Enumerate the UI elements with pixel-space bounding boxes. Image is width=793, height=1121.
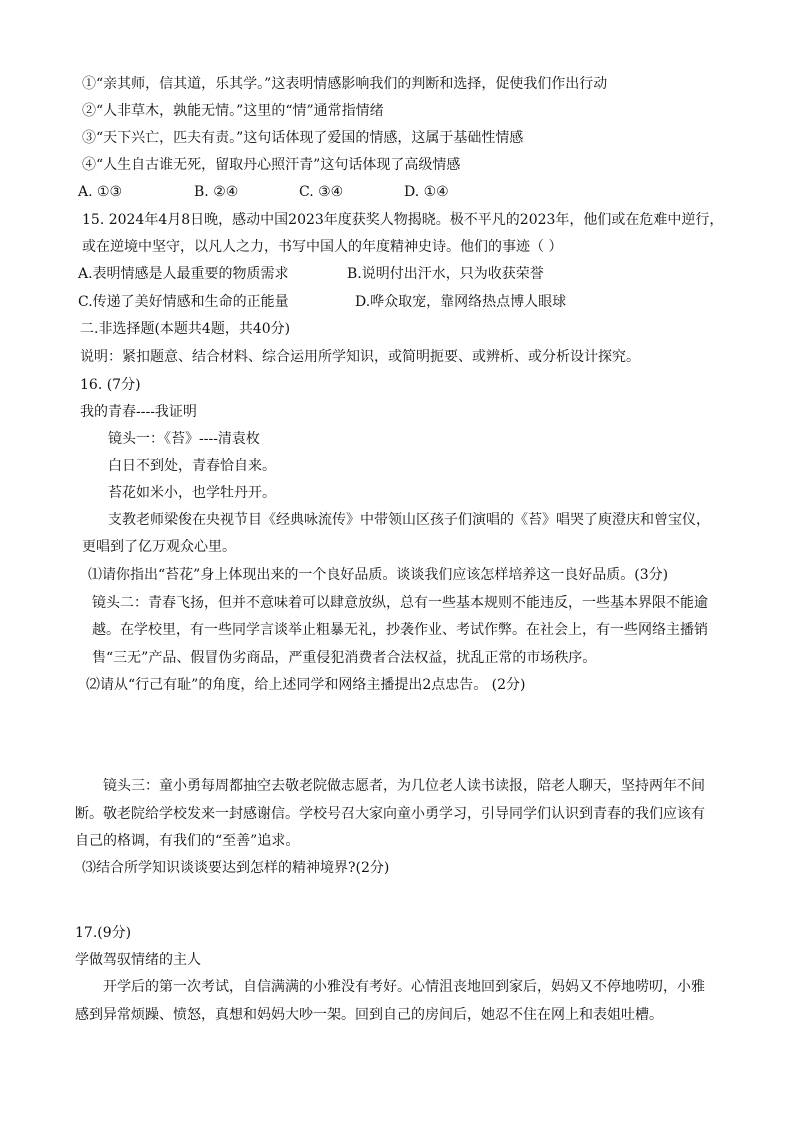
q17-paragraph-line-2: 感到异常烦躁、愤怒，真想和妈妈大吵一架。回到自己的房间后，她忍不住在网上和表姐吐槽。 [75, 1007, 663, 1023]
q16-poem-line-2: 苔花如米小，也学牡丹开。 [108, 485, 276, 501]
q16-shot2-line-1: 镜头二：青春飞扬，但并不意味着可以肆意放纵，总有一些基本规则不能违反，一些基本界限不能逾 [92, 595, 708, 611]
q14-option-c: C. ③④ [299, 184, 344, 200]
q16-shot1-label: 镜头一：《苔》----清袁枚 [108, 431, 260, 447]
q15-option-b: B.说明付出汗水，只为收获荣誉 [347, 266, 544, 282]
q16-shot3-line-1: 镜头三：童小勇每周都抽空去敬老院做志愿者，为几位老人读书读报，陪老人聊天，坚持两年不间 [103, 778, 705, 794]
q16-shot1-text-line-2: 更唱到了亿万观众心里。 [82, 539, 236, 555]
q16-title: 我的青春----我证明 [80, 404, 197, 420]
section-2-heading: 二.非选择题(本题共4题，共40分) [80, 321, 291, 337]
q17-paragraph-line-1: 开学后的第一次考试，自信满满的小雅没有考好。心情沮丧地回到家后，妈妈又不停地唠叨，小雅 [103, 979, 705, 995]
q14-statement-3: ③“天下兴亡，匹夫有责。”这句话体现了爱国的情感，这属于基础性情感 [82, 130, 524, 146]
q14-statement-4: ④“人生自古谁无死，留取丹心照汗青”这句话体现了高级情感 [82, 157, 461, 173]
q16-subquestion-3: ⑶结合所学知识谈谈要达到怎样的精神境界?(2分) [82, 860, 390, 876]
q14-option-b: B. ②④ [194, 184, 239, 200]
q15-option-a: A.表明情感是人最重要的物质需求 [78, 266, 289, 282]
q17-title: 学做驾驭情绪的主人 [75, 952, 201, 968]
q16-subquestion-2: ⑵请从“行己有耻”的角度，给上述同学和网络主播提出2点忠告。 (2分) [86, 677, 526, 693]
q16-shot2-line-3: 售“三无”产品、假冒伪劣商品，严重侵犯消费者合法权益，扰乱正常的市场秩序。 [92, 650, 597, 666]
q15-stem-line-1: 15. 2024年4月8日晚，感动中国2023年度获奖人物揭晓。极不平凡的2023年，他们或在危难中逆行， [82, 212, 724, 228]
q16-shot2-line-2: 越。在学校里，有一些同学言谈举止粗暴无礼，抄袭作业、考试作弊。在社会上，有一些网络主播销 [92, 622, 708, 638]
q15-option-d: D.哗众取宠，靠网络热点博人眼球 [355, 294, 567, 310]
q16-shot3-line-2: 断。敬老院给学校发来一封感谢信。学校号召大家向童小勇学习，引导同学们认识到青春的我们应该有 [75, 806, 705, 822]
q16-shot3-line-3: 自己的格调，有我们的“至善”追求。 [75, 833, 300, 849]
q15-option-c: C.传递了美好情感和生命的正能量 [78, 294, 289, 310]
q16-poem-line-1: 白日不到处，青春恰自来。 [108, 458, 276, 474]
q14-statement-2: ②“人非草木，孰能无情。”这里的“情”通常指情绪 [82, 103, 384, 119]
q16-subquestion-1: ⑴请你指出“苔花”身上体现出来的一个良好品质。谈谈我们应该怎样培养这一良好品质。(3分) [88, 567, 669, 583]
q16-number: 16. (7分) [80, 377, 141, 393]
q16-shot1-text-line-1: 支教老师梁俊在央视节目《经典咏流传》中带领山区孩子们演唱的《苔》唱哭了庾澄庆和曾宝仪， [108, 512, 710, 528]
q15-stem-line-2: 或在逆境中坚守，以凡人之力，书写中国人的年度精神史诗。他们的事迹（ ） [82, 239, 563, 255]
q17-number: 17.(9分) [75, 925, 132, 941]
q14-option-d: D. ①④ [404, 184, 449, 200]
q14-statement-1: ①“亲其师，信其道，乐其学。”这表明情感影响我们的判断和选择，促使我们作出行动 [82, 76, 608, 92]
q14-option-a: A. ①③ [78, 184, 123, 200]
section-2-note: 说明：紧扣题意、结合材料、综合运用所学知识，或简明扼要、或辨析、或分析设计探究。 [80, 349, 640, 365]
